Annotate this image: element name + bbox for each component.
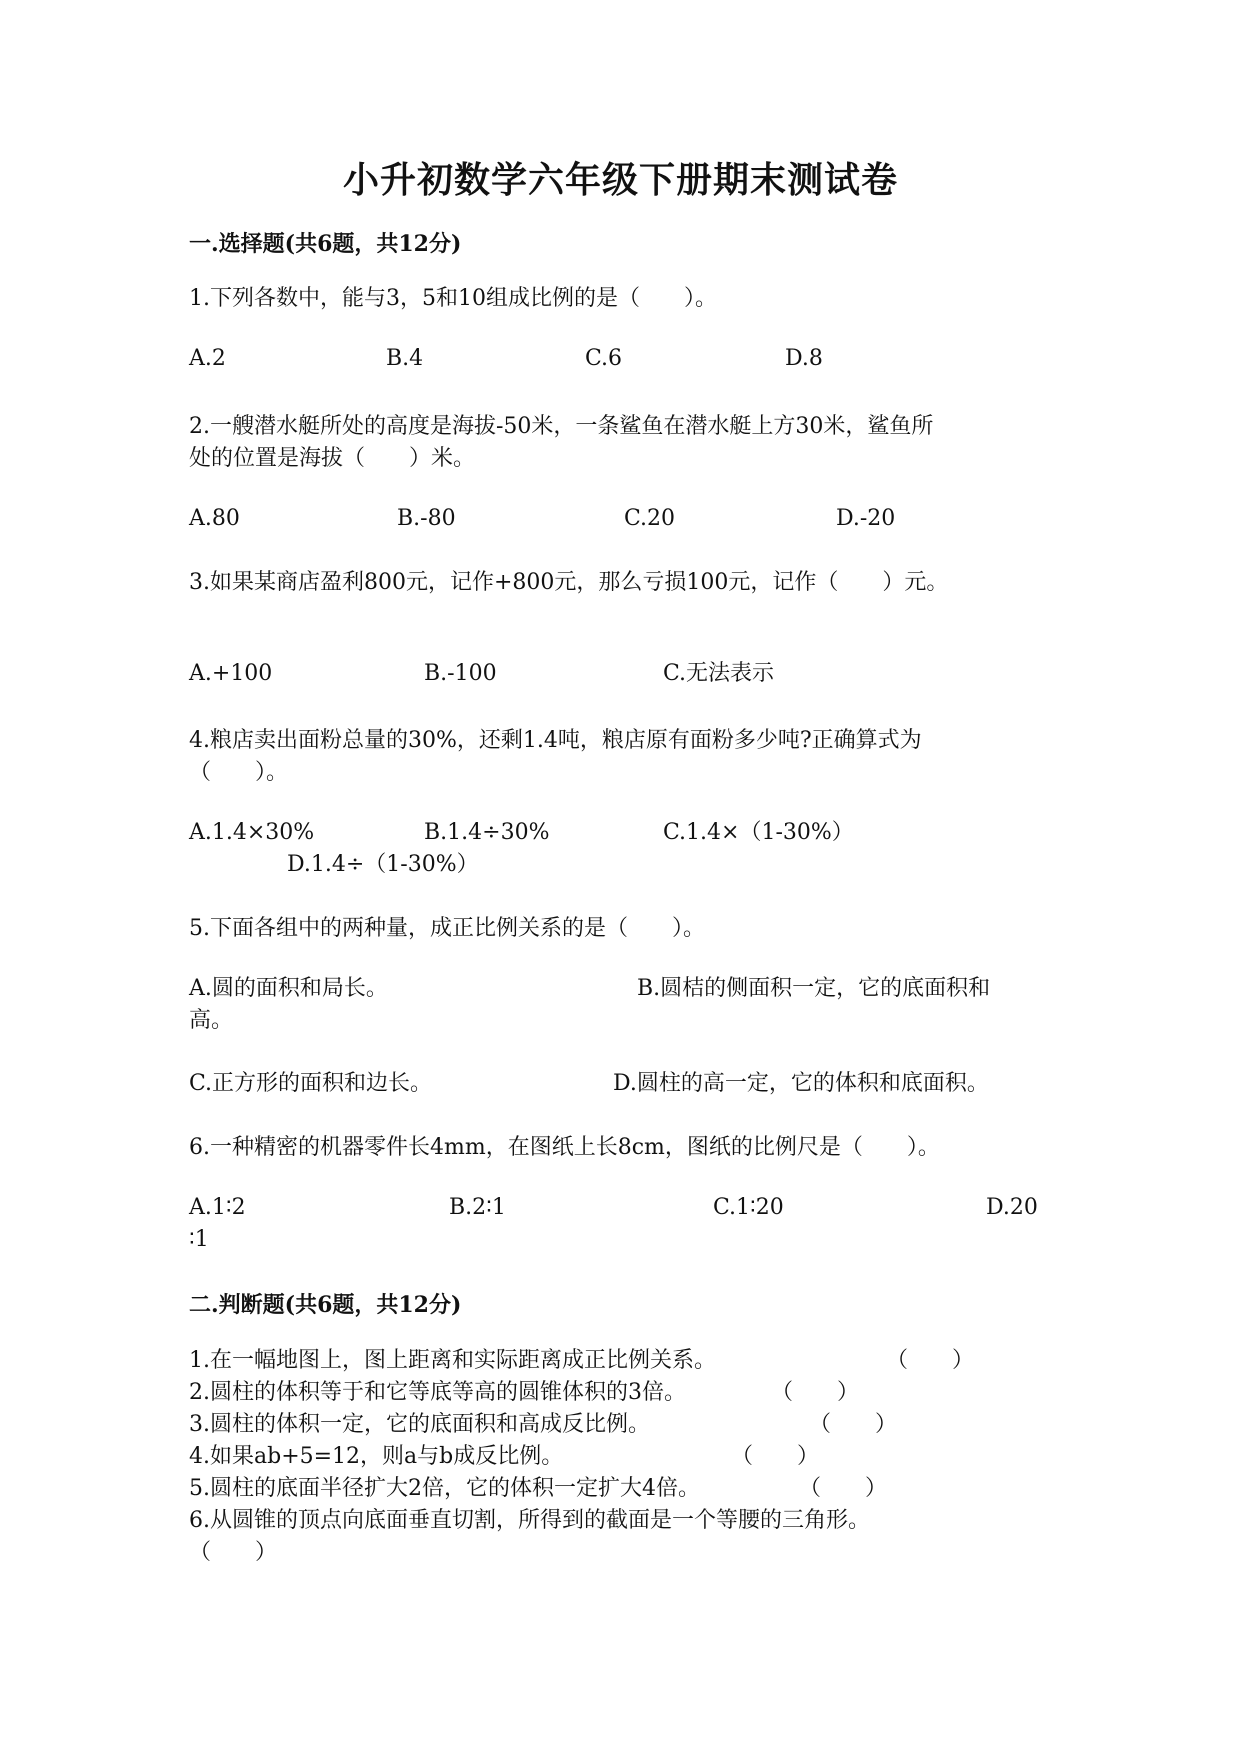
judge-item-1-paren: （ ）	[886, 1348, 975, 1373]
judge-item-text: 1.在一幅地图上，图上距离和实际距离成正比例关系。	[189, 1348, 716, 1373]
q2-option-d: D.-20	[836, 506, 896, 531]
q3-option-a: A.+100	[189, 661, 273, 686]
q3-option-b: B.-100	[424, 661, 497, 686]
q4-option-a: A.1.4×30%	[189, 820, 315, 845]
judge-item-4	[189, 1441, 563, 1473]
judge-item-text: 2.圆柱的体积等于和它等底等高的圆锥体积的3倍。	[189, 1380, 686, 1405]
question-5: 5.下面各组中的两种量，成正比例关系的是（ ）。	[189, 916, 705, 941]
q5-option-c: C.正方形的面积和边长。	[189, 1071, 433, 1096]
question-2-line2: 处的位置是海拔（ ）米。	[189, 446, 476, 471]
question-6: 6.一种精密的机器零件长4mm，在图纸上长8cm，图纸的比例尺是（ ）。	[189, 1135, 940, 1160]
q1-option-c: C.6	[585, 346, 623, 371]
judge-item-text: 6.从圆锥的顶点向底面垂直切割，所得到的截面是一个等腰的三角形。	[189, 1508, 870, 1533]
judge-item-1	[189, 1345, 716, 1377]
judge-item-3-paren: （ ）	[809, 1412, 898, 1437]
q5-option-a: A.圆的面积和局长。	[189, 976, 388, 1001]
section-heading-judgement: 二.判断题(共6题，共12分)	[189, 1292, 462, 1318]
question-4-line2: （ ）。	[189, 760, 289, 785]
judge-item-6-paren: （ ）	[189, 1540, 278, 1565]
q6-option-b: B.2∶1	[449, 1195, 506, 1220]
page-title: 小升初数学六年级下册期末测试卷	[342, 159, 898, 201]
question-2-line1: 2.一艘潜水艇所处的高度是海拔-50米，一条鲨鱼在潜水艇上方30米，鲨鱼所	[189, 414, 934, 439]
judge-item-text: 5.圆柱的底面半径扩大2倍，它的体积一定扩大4倍。	[189, 1476, 700, 1501]
question-3: 3.如果某商店盈利800元，记作+800元，那么亏损100元，记作（ ）元。	[189, 570, 949, 595]
q5-option-b-line2: 高。	[189, 1008, 234, 1033]
judge-item-5-paren: （ ）	[799, 1476, 888, 1501]
section-heading-choice: 一.选择题(共6题，共12分)	[189, 231, 462, 257]
question-1: 1.下列各数中，能与3，5和10组成比例的是（ ）。	[189, 286, 717, 311]
judge-item-2-paren: （ ）	[771, 1380, 860, 1405]
q6-option-a: A.1∶2	[189, 1195, 246, 1220]
q1-option-d: D.8	[785, 346, 823, 371]
judge-item-3	[189, 1409, 650, 1441]
q3-option-c: C.无法表示	[663, 661, 775, 686]
judge-item-6	[189, 1505, 870, 1537]
q6-option-c: C.1∶20	[713, 1195, 784, 1220]
q2-option-a: A.80	[189, 506, 240, 531]
judge-item-text: 4.如果ab+5=12，则a与b成反比例。	[189, 1444, 564, 1469]
judge-item-5	[189, 1473, 700, 1505]
q5-option-b-line1: B.圆桔的侧面积一定，它的底面积和	[637, 976, 991, 1001]
judge-item-4-paren: （ ）	[731, 1444, 820, 1469]
q4-option-d: D.1.4÷（1-30%）	[287, 852, 479, 877]
q1-option-b: B.4	[386, 346, 424, 371]
q5-option-d: D.圆柱的高一定，它的体积和底面积。	[613, 1071, 989, 1096]
q2-option-b: B.-80	[397, 506, 456, 531]
judge-item-2	[189, 1377, 686, 1409]
question-4-line1: 4.粮店卖出面粉总量的30%，还剩1.4吨，粮店原有面粉多少吨?正确算式为	[189, 728, 922, 753]
q4-option-c: C.1.4×（1-30%）	[663, 820, 854, 845]
q6-option-d-line1: D.20	[986, 1195, 1038, 1220]
q6-option-d-line2: ∶1	[189, 1227, 209, 1252]
q4-option-b: B.1.4÷30%	[424, 820, 550, 845]
judge-item-text: 3.圆柱的体积一定，它的底面积和高成反比例。	[189, 1412, 650, 1437]
q2-option-c: C.20	[624, 506, 676, 531]
q1-option-a: A.2	[189, 346, 226, 371]
